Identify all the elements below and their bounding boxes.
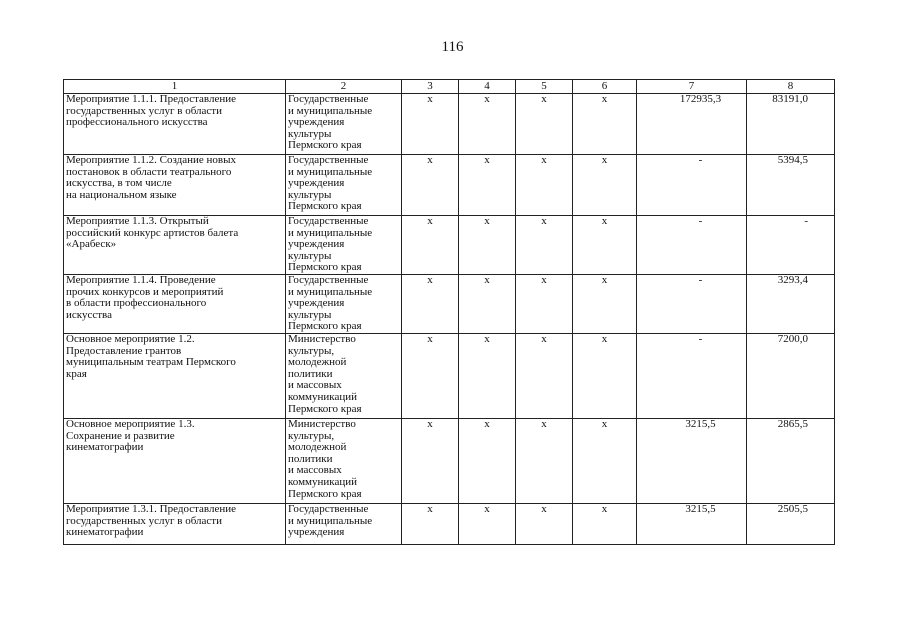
executor-cell: Министерство культуры, молодежной политики и массовых коммуникаций Пермского края [286,418,402,503]
col5-cell: x [516,274,573,333]
col5-cell: x [516,333,573,418]
col6-cell: x [573,274,637,333]
col4-cell: x [459,274,516,333]
col5-cell: x [516,155,573,216]
col8-value: 2865,5 [747,418,835,503]
header-cell: 2 [286,80,402,94]
col7-value: 3215,5 [637,503,747,544]
col7-value: 172935,3 [637,94,747,155]
table-row [64,155,835,216]
col7-value: - [637,155,747,216]
col6-cell: x [573,216,637,275]
header-cell: 7 [637,80,747,94]
col6-cell: x [573,333,637,418]
activity-cell: Мероприятие 1.1.3. Открытый российский конкурс артистов балета «Арабеск» [64,216,286,275]
col8-value: 7200,0 [747,333,835,418]
activity-cell: Мероприятие 1.3.1. Предоставление государственных услуг в области кинематографии [64,503,286,544]
col8-value: 83191,0 [747,94,835,155]
col7-value: - [637,333,747,418]
executor-cell: Государственные и муниципальные учреждения [286,503,402,544]
executor-cell: Государственные и муниципальные учреждения культуры Пермского края [286,216,402,275]
table-row [64,418,835,503]
activity-cell: Основное мероприятие 1.2. Предоставление грантов муниципальным театрам Пермского края [64,333,286,418]
col7-value: 3215,5 [637,418,747,503]
col5-cell: x [516,418,573,503]
col4-cell: x [459,503,516,544]
executor-cell: Министерство культуры, молодежной политики и массовых коммуникаций Пермского края [286,333,402,418]
header-cell: 4 [459,80,516,94]
col3-cell: x [402,216,459,275]
col3-cell: x [402,333,459,418]
col7-value: - [637,216,747,275]
col4-cell: x [459,155,516,216]
header-cell: 5 [516,80,573,94]
activity-cell: Мероприятие 1.1.4. Проведение прочих конкурсов и мероприятий в области профессионального искусства [64,274,286,333]
col8-value: - [747,216,835,275]
table-header-row [64,80,835,94]
col8-value: 2505,5 [747,503,835,544]
col3-cell: x [402,155,459,216]
col5-cell: x [516,503,573,544]
col5-cell: x [516,216,573,275]
col5-cell: x [516,94,573,155]
activity-cell: Мероприятие 1.1.2. Создание новых постановок в области театрального искусства, в том числе на национальном языке [64,155,286,216]
table-row [64,333,835,418]
table-row [64,94,835,155]
col4-cell: x [459,216,516,275]
table-row [64,274,835,333]
col4-cell: x [459,333,516,418]
table-row [64,216,835,275]
col6-cell: x [573,418,637,503]
col4-cell: x [459,94,516,155]
executor-cell: Государственные и муниципальные учреждения культуры Пермского края [286,155,402,216]
col8-value: 3293,4 [747,274,835,333]
col6-cell: x [573,503,637,544]
col3-cell: x [402,418,459,503]
program-activities-table [63,79,835,545]
header-cell: 3 [402,80,459,94]
table-row [64,503,835,544]
col4-cell: x [459,418,516,503]
activity-cell: Основное мероприятие 1.3. Сохранение и развитие кинематографии [64,418,286,503]
header-cell: 6 [573,80,637,94]
activity-cell: Мероприятие 1.1.1. Предоставление государственных услуг в области профессионального искусства [64,94,286,155]
col8-value: 5394,5 [747,155,835,216]
header-cell: 1 [64,80,286,94]
col3-cell: x [402,94,459,155]
page-number: 116 [441,39,464,55]
col6-cell: x [573,94,637,155]
col7-value: - [637,274,747,333]
col3-cell: x [402,274,459,333]
executor-cell: Государственные и муниципальные учреждения культуры Пермского края [286,94,402,155]
col6-cell: x [573,155,637,216]
col3-cell: x [402,503,459,544]
executor-cell: Государственные и муниципальные учреждения культуры Пермского края [286,274,402,333]
header-cell: 8 [747,80,835,94]
